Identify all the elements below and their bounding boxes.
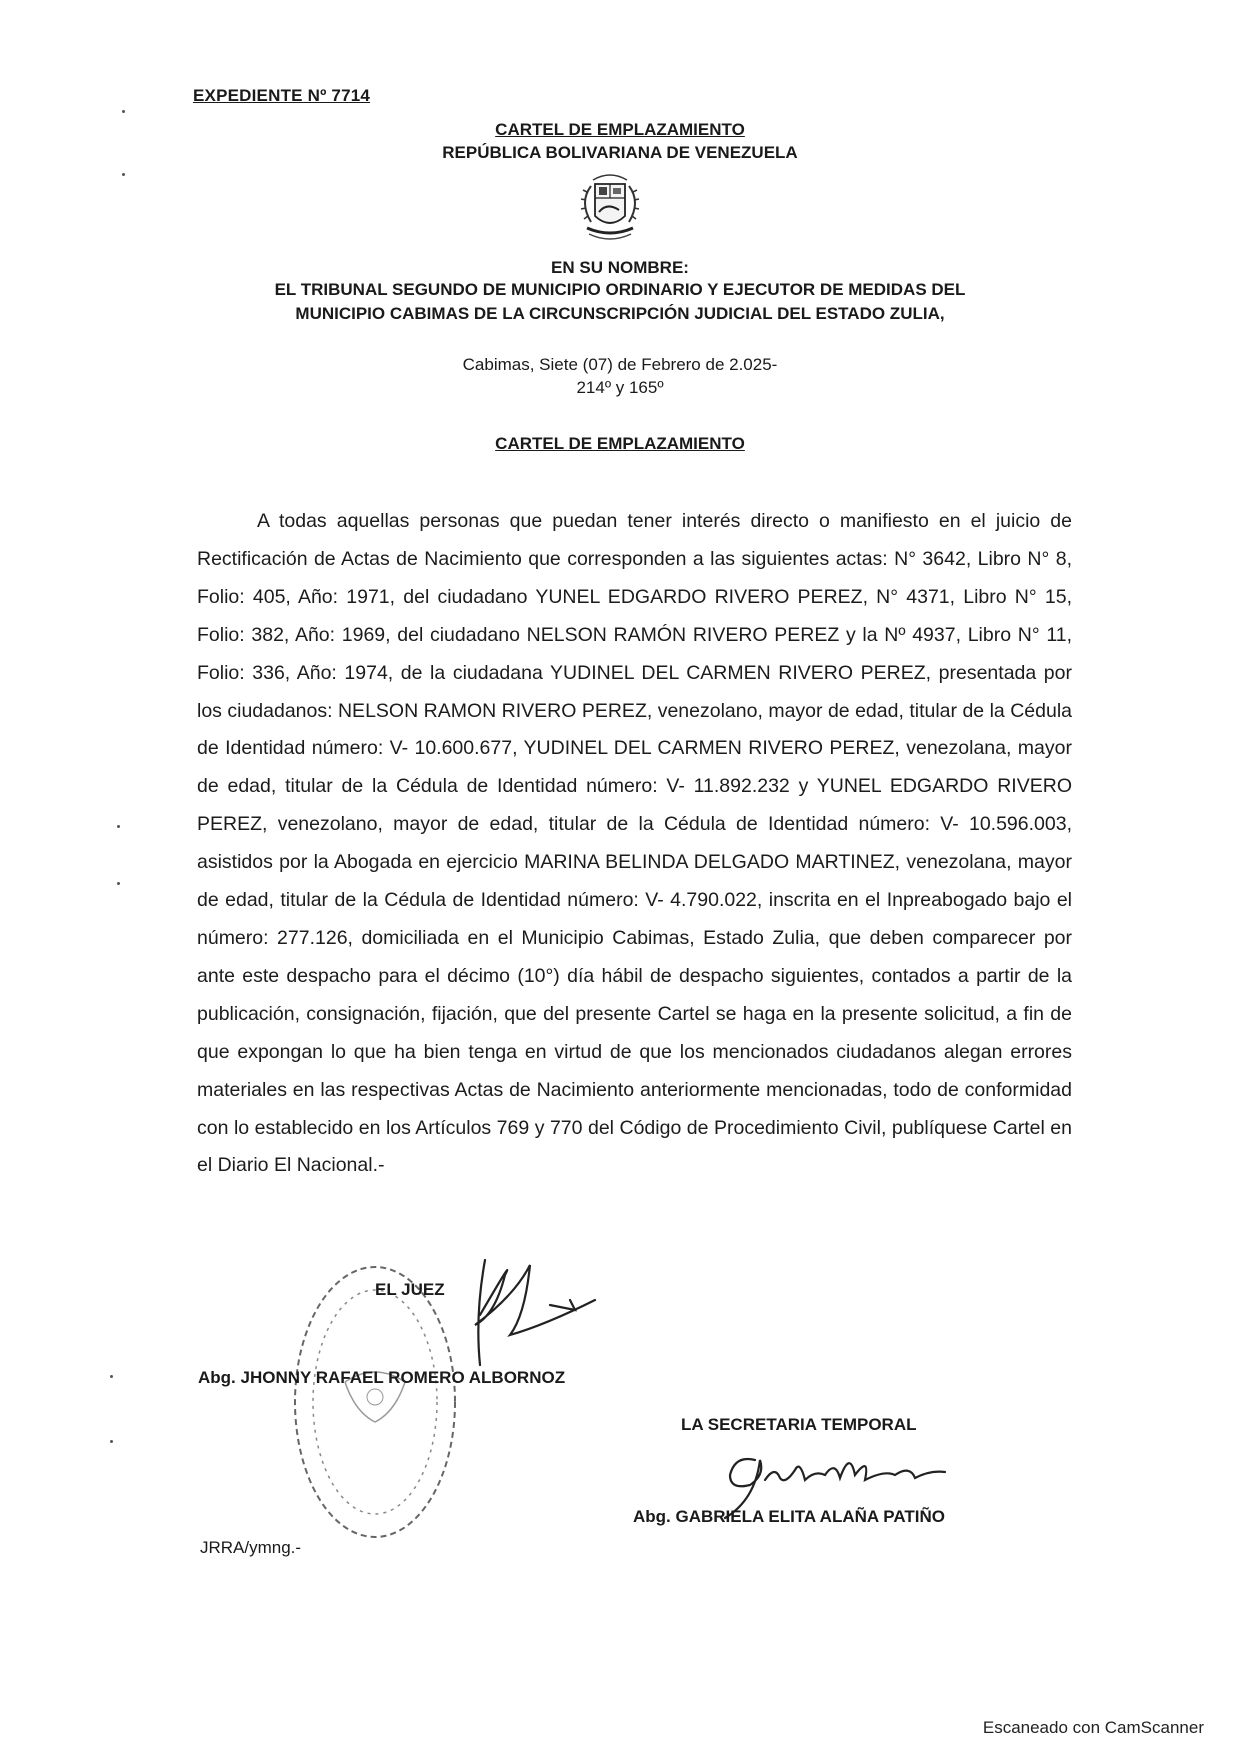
tribunal-line-2: MUNICIPIO CABIMAS DE LA CIRCUNSCRIPCIÓN JUDICIAL DEL ESTADO ZULIA, [295, 304, 945, 323]
secretary-name: Abg. GABRIELA ELITA ALAÑA PATIÑO [633, 1507, 945, 1526]
judge-name: Abg. JHONNY RAFAEL ROMERO ALBORNOZ [198, 1368, 566, 1387]
initials: JRRA/ymng.- [200, 1538, 302, 1557]
scan-speck [117, 882, 120, 885]
judge-title: EL JUEZ [375, 1280, 445, 1299]
venezuela-coat-of-arms-icon [563, 172, 657, 252]
body-paragraph: A todas aquellas personas que puedan tener interés directo o manifiesto en el juicio de Rectificación de Actas de Nacimiento que corresponden a las siguientes actas: N° 3642, Libro N° 8, Folio: 405, Año: 1971, del ciudadano YUNEL EDGARDO RIVERO PEREZ, N° 4371, Libro N° 15, Folio: 382, Año: 1969, del ciudadano NELSON RAMÓN RIVERO PEREZ y la Nº 4937, Libro N° 11, Folio: 336, Año: 1974, de la ciudadana YUDINEL DEL CARMEN RIVERO PEREZ, presentada por los ciudadanos: NELSON RAMON RIVERO PEREZ, venezolano, mayor de edad, titular de la Cédula de Identidad número: V- 10.600.677, YUDINEL DEL CARMEN RIVERO PEREZ, venezolana, mayor de edad, titular de la Cédula de Identidad número: V- 11.892.232 y YUNEL EDGARDO RIVERO PEREZ, venezolano, mayor de edad, titular de la Cédula de Identidad número: V- 10.596.003, asistidos por la Abogada en ejercicio MARINA BELINDA DELGADO MARTINEZ, venezolana, mayor de edad, titular de la Cédula de Identidad número: V- 4.790.022, inscrita en el Inpreabogado bajo el número: 277.126, domiciliada en el Municipio Cabimas, Estado Zulia, que deben comparecer por ante este despacho para el décimo (10°) día hábil de despacho siguientes, contados a partir de la publicación, consignación, fijación, que del presente Cartel se haga en la presente solicitud, a fin de que expongan lo que ha bien tenga en virtud de que los mencionados ciudadanos alegan errores materiales en las respectivas Actas de Nacimiento anteriormente mencionadas, todo de conformidad con lo establecido en los Artículos 769 y 770 del Código de Procedimiento Civil, publíquese Cartel en el Diario El Nacional.- [197, 510, 1072, 1177]
expediente-number: EXPEDIENTE Nº 7714 [193, 86, 371, 105]
scan-speck [117, 825, 120, 828]
scan-speck [110, 1375, 113, 1378]
secretary-title: LA SECRETARIA TEMPORAL [681, 1415, 917, 1434]
scan-speck [122, 110, 125, 113]
scan-speck [110, 1440, 113, 1443]
date-line: Cabimas, Siete (07) de Febrero de 2.025- [462, 355, 778, 374]
republic-heading: REPÚBLICA BOLIVARIANA DE VENEZUELA [442, 143, 798, 162]
scan-speck [122, 173, 125, 176]
judge-signature-icon [455, 1255, 615, 1375]
scanner-watermark: Escaneado con CamScanner [982, 1718, 1204, 1737]
years-line: 214º y 165º [576, 378, 664, 397]
tribunal-line-1: EL TRIBUNAL SEGUNDO DE MUNICIPIO ORDINARIO Y EJECUTOR DE MEDIDAS DEL [274, 280, 966, 299]
en-su-nombre: EN SU NOMBRE: [551, 258, 689, 277]
cartel-title: CARTEL DE EMPLAZAMIENTO [495, 434, 745, 453]
cartel-title-top: CARTEL DE EMPLAZAMIENTO [495, 120, 745, 139]
